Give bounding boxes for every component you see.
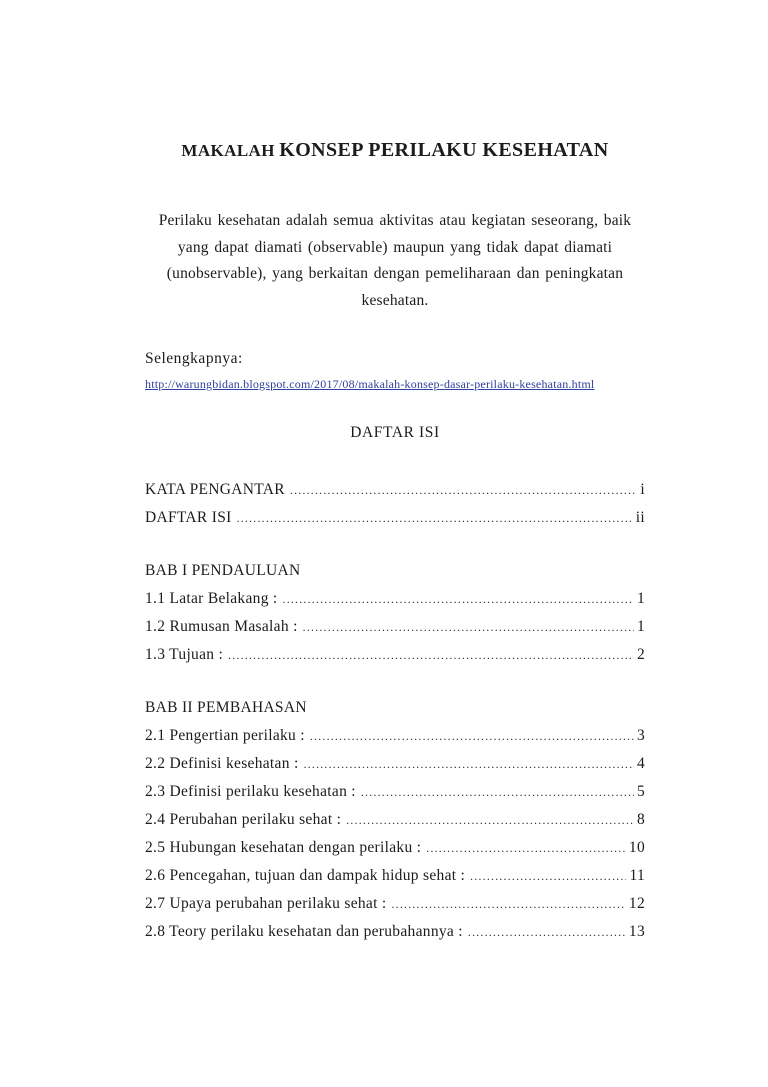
toc-entry-page: 10 <box>628 839 645 856</box>
toc-entry-label: 2.5 Hubungan kesehatan dengan perilaku : <box>145 839 422 856</box>
toc-dot-leader <box>303 613 634 642</box>
toc-entry-label: DAFTAR ISI <box>145 509 232 526</box>
toc-dot-leader <box>304 750 634 779</box>
abstract-paragraph: Perilaku kesehatan adalah semua aktivitas atau kegiatan seseorang, baik yang dapat diamati (observable) maupun yang tidak dapat diamati (unobservable), yang berkaitan dengan pemeliharaan dan peningkatan kesehatan. <box>158 212 632 309</box>
source-url-link[interactable]: http://warungbidan.blogspot.com/2017/08/makalah-konsep-dasar-perilaku-kesehatan.html <box>145 377 595 391</box>
toc-entry-label: 1.1 Latar Belakang : <box>145 590 278 607</box>
toc-entry-page: 5 <box>636 783 645 800</box>
toc-dot-leader <box>228 641 634 670</box>
toc-entry-label: 1.3 Tujuan : <box>145 646 224 663</box>
toc-entry-label: 2.3 Definisi perilaku kesehatan : <box>145 783 356 800</box>
toc-dot-leader <box>290 476 637 505</box>
toc-entry-row <box>145 585 645 613</box>
toc-section-heading: BAB II PEMBAHASAN <box>145 699 307 716</box>
toc-entry-row <box>145 806 645 834</box>
document-title-main: KONSEP PERILAKU KESEHATAN <box>279 139 609 161</box>
toc-dot-leader <box>237 504 633 533</box>
toc-entry-row <box>145 722 645 750</box>
toc-entry-row <box>145 862 645 890</box>
toc-entry-label: 2.8 Teory perilaku kesehatan dan perubahannya : <box>145 923 463 940</box>
toc-entry-page: 1 <box>636 618 645 635</box>
document-title-prefix: MAKALAH <box>181 141 275 160</box>
toc-entry-page: 3 <box>636 727 645 744</box>
toc-entry-label: 2.2 Definisi kesehatan : <box>145 755 299 772</box>
toc-heading: DAFTAR ISI <box>350 424 440 441</box>
toc-entry-label: KATA PENGANTAR <box>145 481 285 498</box>
toc-dot-leader <box>470 862 626 891</box>
toc-entry-label: 1.2 Rumusan Masalah : <box>145 618 298 635</box>
toc-entry-page: 8 <box>636 811 645 828</box>
toc-dot-leader <box>283 585 634 614</box>
toc-entry-row <box>145 778 645 806</box>
toc-entry-page: i <box>640 481 645 498</box>
toc-entry-label: 2.6 Pencegahan, tujuan dan dampak hidup sehat : <box>145 867 466 884</box>
toc-entry-page: 11 <box>629 867 645 884</box>
toc-dot-leader <box>361 778 634 807</box>
document-title <box>145 138 645 164</box>
toc-entry-row <box>145 613 645 641</box>
toc-entry-row <box>145 641 645 669</box>
toc-entry-row <box>145 918 645 946</box>
toc-list <box>145 476 645 946</box>
toc-entry-row <box>145 890 645 918</box>
toc-dot-leader <box>468 918 626 947</box>
toc-dot-leader <box>426 834 626 863</box>
read-more-label: Selengkapnya: <box>145 350 243 367</box>
toc-entry-row <box>145 476 645 504</box>
toc-dot-leader <box>392 890 626 919</box>
toc-entry-page: 4 <box>636 755 645 772</box>
toc-entry-label: 2.1 Pengertian perilaku : <box>145 727 305 744</box>
toc-entry-row <box>145 750 645 778</box>
toc-section-heading: BAB I PENDAULUAN <box>145 562 301 579</box>
toc-entry-page: 13 <box>628 923 645 940</box>
toc-entry-page: ii <box>635 509 645 526</box>
toc-entry-page: 2 <box>636 646 645 663</box>
toc-entry-page: 1 <box>636 590 645 607</box>
toc-entry-label: 2.7 Upaya perubahan perilaku sehat : <box>145 895 387 912</box>
toc-entry-page: 12 <box>628 895 645 912</box>
toc-entry-label: 2.4 Perubahan perilaku sehat : <box>145 811 342 828</box>
toc-dot-leader <box>346 806 634 835</box>
toc-entry-row <box>145 504 645 532</box>
toc-entry-row <box>145 834 645 862</box>
toc-dot-leader <box>310 722 634 751</box>
